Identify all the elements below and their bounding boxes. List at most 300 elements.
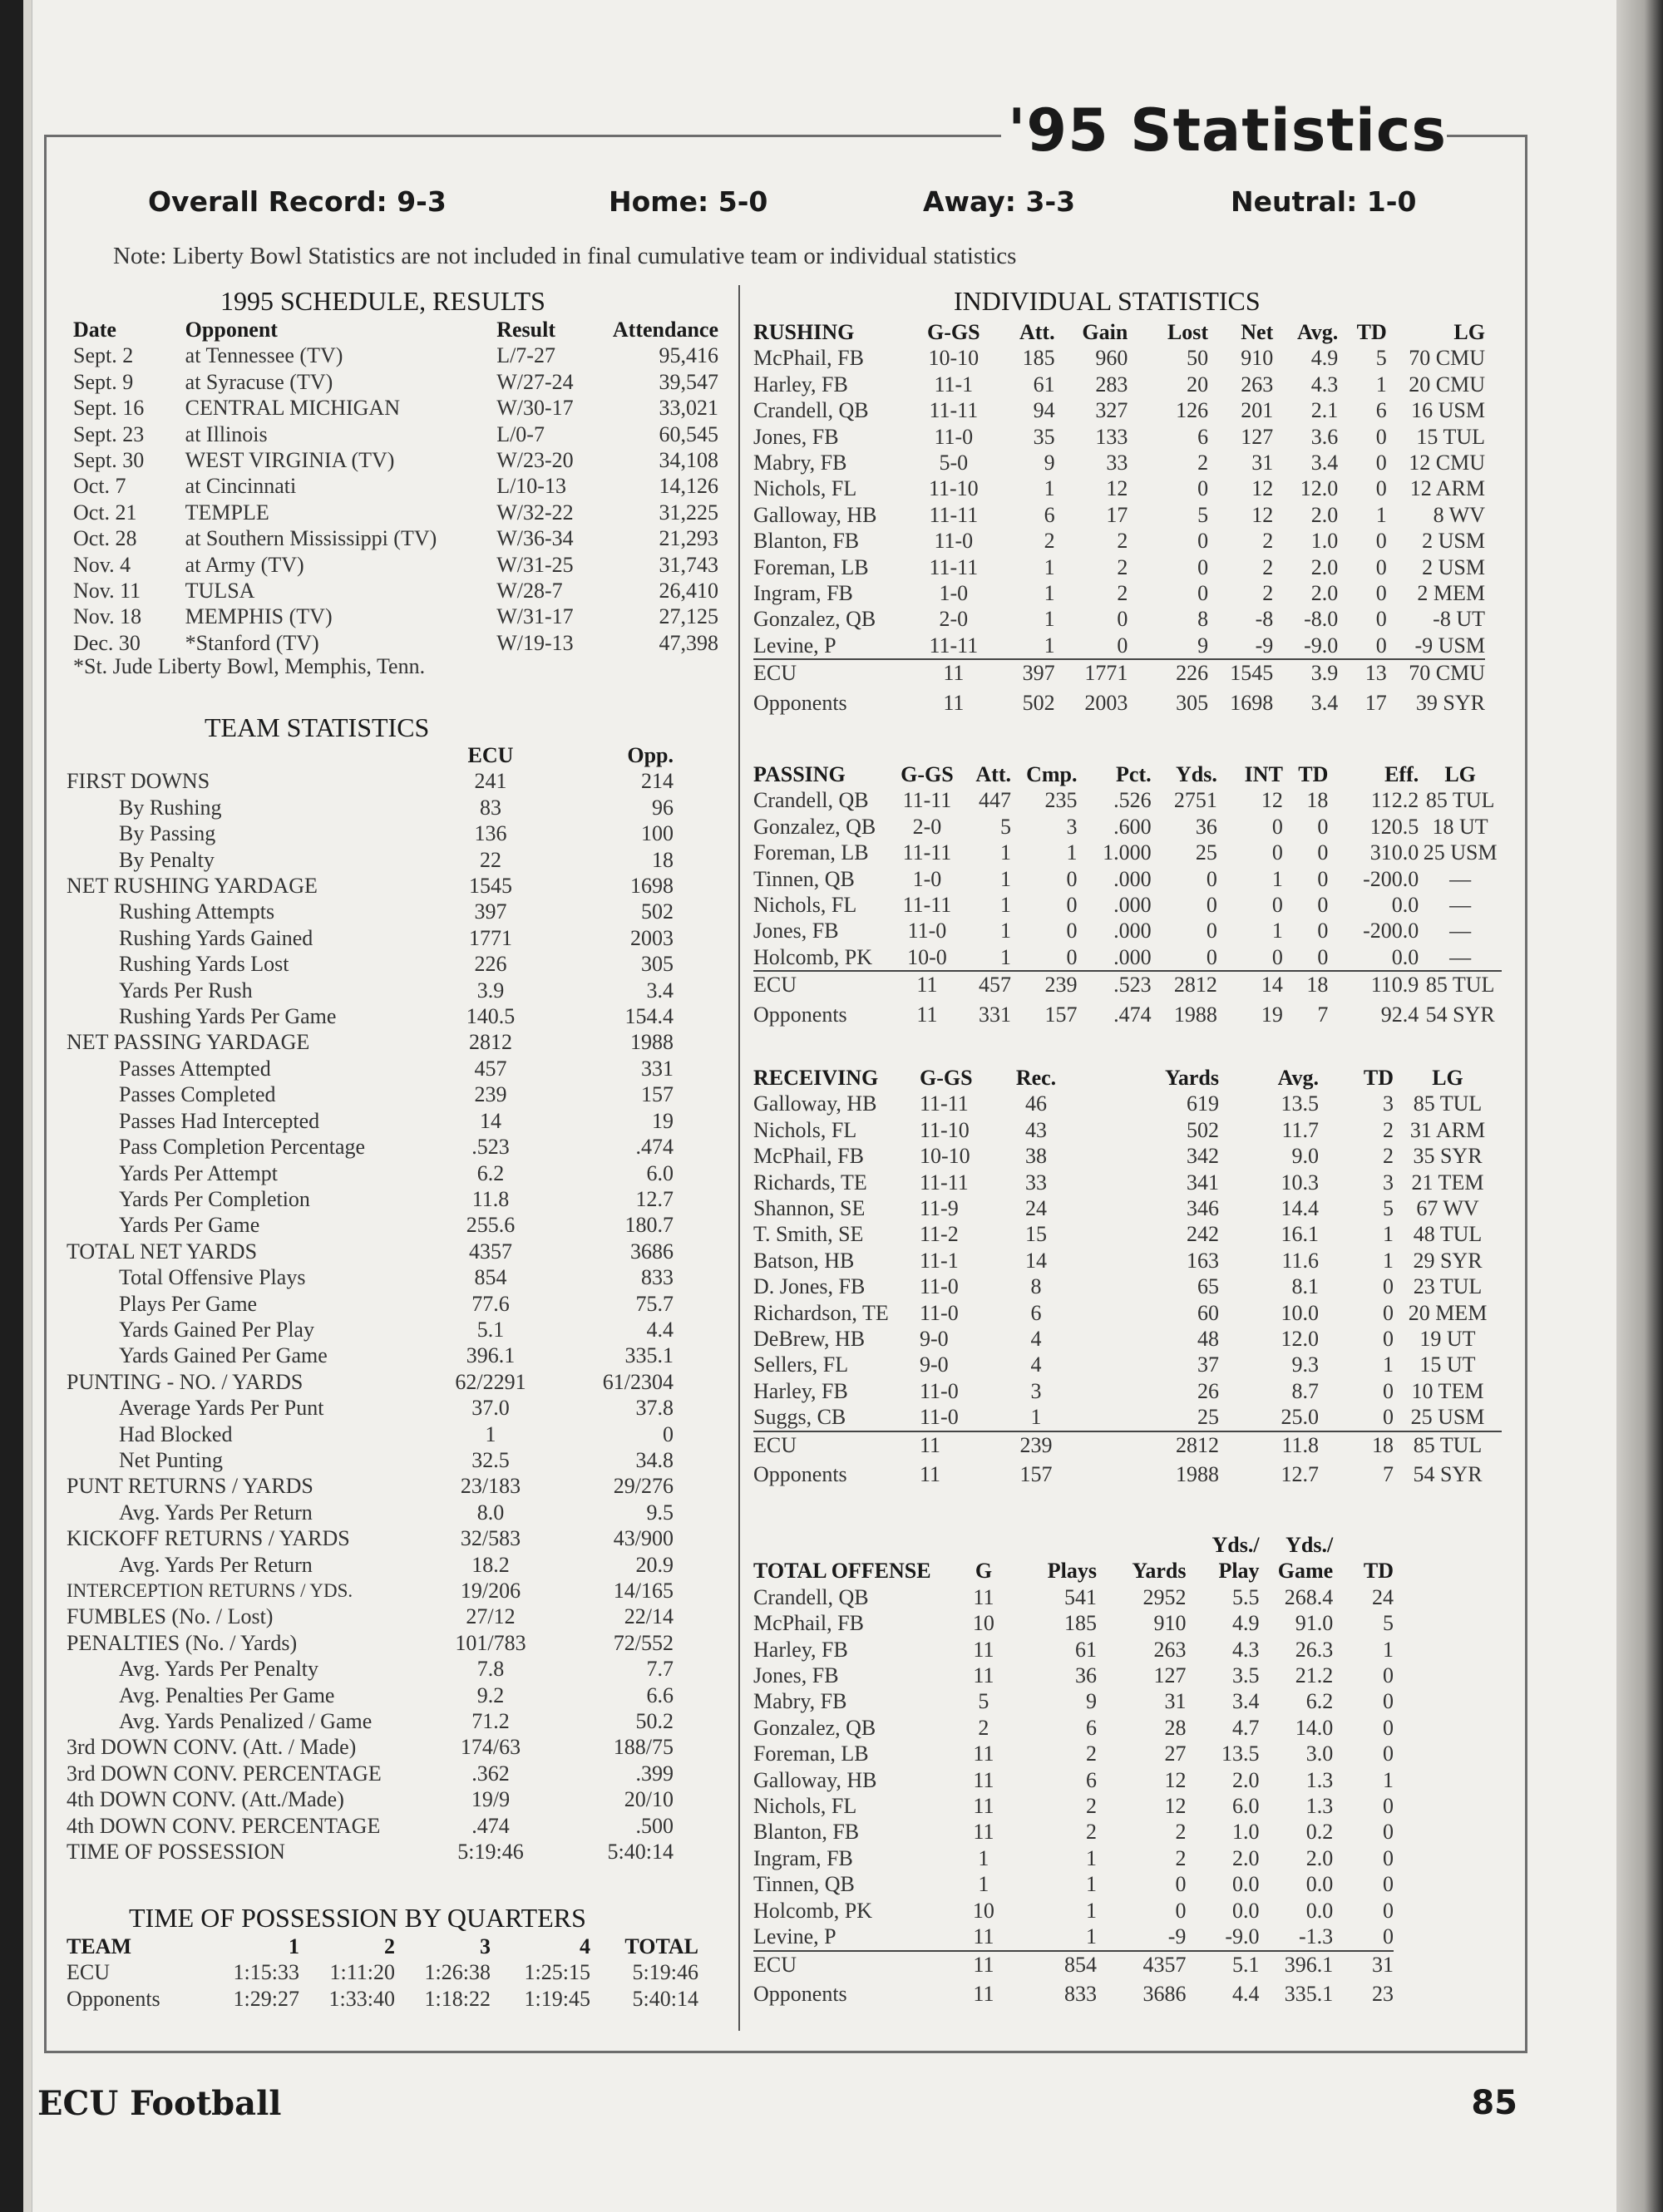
table-row <box>753 1143 1502 1169</box>
table-cell: 11-1 <box>934 372 974 397</box>
table-cell: 1:25:15 <box>524 1960 590 1985</box>
table-cell: 1 <box>999 919 1011 943</box>
stat-label: TOTAL NET YARDS <box>67 1239 258 1264</box>
page-edge <box>1616 0 1663 2212</box>
stat-label: FUMBLES (No. / Lost) <box>67 1604 274 1629</box>
table-cell: 4.9 <box>1232 1611 1260 1636</box>
table-cell: 35 SYR <box>1413 1144 1483 1169</box>
table-cell: 0 <box>1206 893 1217 918</box>
table-cell: Nov. 11 <box>73 579 141 603</box>
column-header: Game <box>1277 1559 1334 1584</box>
table-cell: 61 <box>1033 372 1055 397</box>
table-cell: 11-0 <box>907 919 947 943</box>
table-cell: 2 <box>1086 1820 1098 1845</box>
ecu-value: 22 <box>480 847 501 872</box>
stat-label: By Passing <box>119 821 216 846</box>
table-cell: 85 TUL <box>1413 1091 1483 1116</box>
table-cell: 127 <box>1241 424 1274 449</box>
table-row <box>73 525 718 551</box>
table-cell: 12 <box>1106 476 1128 501</box>
table-row <box>753 944 1502 971</box>
table-cell: 11 <box>973 1981 994 2006</box>
table-cell: 12 <box>1261 788 1283 813</box>
table-row <box>73 630 718 656</box>
opp-value: 0 <box>663 1421 674 1446</box>
table-cell: 0.2 <box>1305 1820 1334 1845</box>
table-cell: 21 TEM <box>1411 1170 1484 1195</box>
opp-value: 22/14 <box>624 1604 674 1629</box>
table-cell: 0 <box>1383 1378 1394 1403</box>
table-cell: 6 <box>1030 1300 1042 1325</box>
opp-value: 1988 <box>630 1030 674 1055</box>
table-cell: 25 <box>1197 1405 1219 1430</box>
table-cell: 20 CMU <box>1409 372 1485 397</box>
table-cell: 11-2 <box>920 1222 959 1247</box>
stat-label: Yards Gained Per Play <box>119 1317 314 1342</box>
opp-value: 72/552 <box>613 1630 674 1655</box>
table-cell: Nichols, FL <box>753 476 857 501</box>
table-cell: Opponents <box>753 1462 847 1487</box>
table-cell: 0 <box>1317 893 1329 918</box>
table-cell: *Stanford (TV) <box>185 630 319 655</box>
table-cell: 11-11 <box>929 502 979 527</box>
table-cell: W/32-22 <box>496 500 574 525</box>
table-cell: 1 <box>1044 581 1055 606</box>
table-cell: — <box>1449 893 1472 918</box>
table-cell: -200.0 <box>1363 919 1419 943</box>
table-cell: 24 <box>1372 1584 1394 1609</box>
table-row <box>67 1761 674 1786</box>
table-cell: 3 <box>1030 1378 1042 1403</box>
table-cell: 0 <box>1383 1300 1394 1325</box>
table-cell: — <box>1449 866 1472 891</box>
table-row <box>67 768 674 794</box>
table-row <box>753 1404 1502 1431</box>
table-cell: 9-0 <box>920 1352 949 1377</box>
table-cell: Nov. 18 <box>73 604 142 629</box>
total-row <box>753 1951 1394 1978</box>
table-cell: Jones, FB <box>753 424 839 449</box>
table-row <box>67 1578 674 1604</box>
table-cell: 12.7 <box>1281 1462 1319 1487</box>
table-cell: — <box>1449 919 1472 943</box>
column-header: Net <box>1241 320 1274 344</box>
table-row <box>67 1003 674 1029</box>
table-cell: Nov. 4 <box>73 552 131 577</box>
table-cell: 48 TUL <box>1413 1222 1483 1247</box>
table-cell: 910 <box>1153 1611 1187 1636</box>
table-cell: 1:18:22 <box>424 1986 491 2011</box>
opp-value: 833 <box>641 1265 674 1290</box>
table-cell: 0 <box>1383 1663 1394 1688</box>
footer-title: ECU Football <box>37 2084 282 2123</box>
table-cell: 11 <box>973 1663 994 1688</box>
ecu-value: 19/206 <box>460 1579 521 1603</box>
column-header: Yds. <box>1175 762 1217 786</box>
ecu-value: 71.2 <box>471 1709 510 1734</box>
opp-value: 180.7 <box>624 1213 674 1238</box>
table-cell: 0 <box>1317 840 1329 865</box>
table-cell: 157 <box>1019 1462 1053 1487</box>
table-cell: 31 <box>1333 1951 1394 1978</box>
ecu-value: 8.0 <box>476 1500 505 1525</box>
table-cell: 1771 <box>1055 659 1128 686</box>
table-row <box>753 787 1502 813</box>
page-title: '95 Statistics <box>948 93 1447 168</box>
table-row <box>753 1741 1394 1766</box>
column-header: TOTAL OFFENSE <box>753 1559 931 1584</box>
table-cell: 16 USM <box>1411 398 1485 423</box>
table-cell: Sept. 2 <box>73 343 134 368</box>
table-cell: 1:29:27 <box>233 1986 299 2011</box>
table-row <box>67 1239 674 1264</box>
table-header-row <box>67 1934 698 1959</box>
column-header: Opponent <box>185 318 278 342</box>
table-cell: 1.3 <box>1305 1794 1334 1819</box>
table-cell: 18 <box>1283 971 1328 998</box>
column-header: TEAM <box>67 1934 131 1958</box>
table-cell: 1 <box>978 1845 989 1870</box>
stat-label: Total Offensive Plays <box>119 1265 306 1290</box>
opp-value: .474 <box>635 1135 674 1160</box>
table-cell: 21,293 <box>659 526 718 551</box>
table-cell: 5 <box>1375 346 1387 371</box>
table-header-row <box>753 1532 1394 1558</box>
column-header: Attendance <box>612 318 718 342</box>
table-cell: 91.0 <box>1295 1611 1334 1636</box>
table-cell: 3.4 <box>1232 1689 1260 1714</box>
ecu-value: 5.1 <box>476 1317 505 1342</box>
table-cell: Harley, FB <box>753 1637 848 1662</box>
table-cell: W/36-34 <box>496 526 574 551</box>
stat-label: Passes Attempted <box>119 1056 271 1081</box>
table-cell: 0 <box>1375 607 1387 632</box>
table-cell: .474 <box>1113 1002 1152 1027</box>
ecu-value: 32/583 <box>460 1526 521 1551</box>
table-cell: WEST VIRGINIA (TV) <box>185 448 395 473</box>
home-record: Home: 5-0 <box>609 185 768 218</box>
table-cell: 11.7 <box>1281 1117 1319 1142</box>
table-cell: 12 <box>1164 1767 1187 1792</box>
table-cell: 31 <box>1164 1689 1187 1714</box>
table-cell: 0 <box>1317 866 1329 891</box>
table-cell: 239 <box>994 1431 1078 1458</box>
table-row <box>73 369 718 395</box>
table-cell: 2.0 <box>1310 581 1339 606</box>
table-row <box>67 1212 674 1238</box>
opp-value: 18 <box>652 847 674 872</box>
table-cell: 11-9 <box>920 1196 959 1221</box>
ecu-value: 6.2 <box>476 1160 505 1185</box>
table-cell: 11 <box>973 1584 994 1609</box>
table-cell: W/19-13 <box>496 630 574 655</box>
table-cell: 54 SYR <box>1425 1002 1495 1027</box>
table-row <box>73 500 718 525</box>
table-cell: 3.9 <box>1273 659 1338 686</box>
table-cell: 2 <box>1262 529 1274 554</box>
table-cell: 1 <box>1383 1248 1394 1273</box>
column-header: TD <box>1356 320 1387 344</box>
table-cell: 2.0 <box>1232 1767 1260 1792</box>
table-cell: 14 <box>1025 1248 1047 1273</box>
table-cell: 11-11 <box>929 633 979 658</box>
table-cell: 1 <box>1271 866 1283 891</box>
table-cell: 0 <box>1271 840 1283 865</box>
table-cell: 396.1 <box>1260 1951 1334 1978</box>
table-cell: Dec. 30 <box>73 630 141 655</box>
table-cell: Ingram, FB <box>753 1845 853 1870</box>
table-cell: 26.3 <box>1295 1637 1334 1662</box>
table-cell: 126 <box>1176 398 1209 423</box>
table-cell: Sept. 23 <box>73 421 145 446</box>
table-cell: 11 <box>960 1951 1008 1978</box>
table-cell: 3 <box>1383 1170 1394 1195</box>
table-row <box>67 951 674 977</box>
opp-value: 7.7 <box>646 1657 674 1682</box>
opp-value: .399 <box>635 1761 674 1786</box>
table-cell: 133 <box>1095 424 1128 449</box>
table-row <box>67 1959 698 1985</box>
table-cell: 18 UT <box>1432 814 1488 839</box>
stat-label: Avg. Yards Per Penalty <box>119 1657 319 1682</box>
table-row <box>67 1786 674 1812</box>
ecu-value: 4357 <box>469 1239 512 1264</box>
table-cell: at Army (TV) <box>185 552 304 577</box>
table-row <box>753 606 1485 632</box>
ecu-value: 14 <box>480 1108 501 1133</box>
table-cell: 6.2 <box>1305 1689 1334 1714</box>
table-row <box>67 925 674 951</box>
ecu-value: 1 <box>485 1421 496 1446</box>
table-cell: 2 USM <box>1422 554 1485 579</box>
table-cell: 4357 <box>1097 1951 1186 1978</box>
table-cell: 20 MEM <box>1408 1300 1488 1325</box>
table-cell: Oct. 7 <box>73 474 126 499</box>
table-row <box>67 795 674 820</box>
column-header: TD <box>1298 762 1329 786</box>
table-cell: -200.0 <box>1363 866 1419 891</box>
table-cell: 12 <box>1164 1794 1187 1819</box>
table-cell: 120.5 <box>1369 814 1419 839</box>
table-cell: 54 SYR <box>1413 1462 1483 1487</box>
table-row <box>67 1264 674 1290</box>
table-cell: 6 <box>1086 1715 1098 1740</box>
column-header <box>753 1532 960 1558</box>
table-cell: 335.1 <box>1284 1981 1334 2006</box>
total-row <box>753 1458 1502 1487</box>
table-cell: .000 <box>1113 866 1152 891</box>
table-cell: ECU <box>753 659 917 686</box>
table-cell: 27,125 <box>659 604 718 629</box>
opp-value: 43/900 <box>613 1526 674 1551</box>
stat-label: 4th DOWN CONV. (Att./Made) <box>67 1787 344 1812</box>
table-cell: 1.3 <box>1305 1767 1334 1792</box>
ecu-value: .523 <box>471 1135 510 1160</box>
table-row <box>753 475 1485 501</box>
opp-value: 20/10 <box>624 1787 674 1812</box>
table-cell: 1 <box>1044 554 1055 579</box>
table-cell: 283 <box>1095 372 1128 397</box>
table-cell: 31 ARM <box>1409 1117 1486 1142</box>
table-header-row <box>67 742 674 768</box>
table-cell: -9 <box>1167 1924 1187 1949</box>
table-cell: 15 UT <box>1419 1352 1476 1377</box>
table-cell: 1 <box>1383 1637 1394 1662</box>
table-cell: 25 <box>1195 840 1217 865</box>
table-cell: 39 SYR <box>1415 690 1485 715</box>
table-cell: 1 <box>999 893 1011 918</box>
table-cell: .000 <box>1113 919 1152 943</box>
table-cell: 960 <box>1095 346 1128 371</box>
table-cell: 4 <box>1030 1327 1042 1352</box>
table-cell: 14.4 <box>1281 1196 1319 1221</box>
table-cell: 1 <box>1066 840 1078 865</box>
table-row <box>67 1291 674 1317</box>
table-cell: 70 CMU <box>1387 659 1485 686</box>
table-cell: 4.3 <box>1310 372 1339 397</box>
table-header-row <box>753 1558 1394 1584</box>
table-cell: 1 <box>999 944 1011 969</box>
table-cell: 6 <box>1086 1767 1098 1792</box>
table-cell: W/27-24 <box>496 369 574 394</box>
table-cell: 11 <box>973 1767 994 1792</box>
table-cell: 2.0 <box>1305 1845 1334 1870</box>
table-cell: 1 <box>1086 1924 1098 1949</box>
column-header: Yds./ <box>1285 1533 1334 1557</box>
table-row <box>753 1326 1502 1352</box>
table-cell: 47,398 <box>659 630 718 655</box>
table-cell: 185 <box>1064 1611 1098 1636</box>
table-row <box>67 1552 674 1578</box>
table-row <box>753 397 1485 423</box>
table-cell: 1 <box>1086 1898 1098 1923</box>
table-cell: 31 <box>1251 451 1274 475</box>
total-row <box>753 971 1502 998</box>
table-cell: 25 USM <box>1410 1405 1485 1430</box>
table-row <box>67 899 674 924</box>
table-cell: 0 <box>1271 944 1283 969</box>
table-cell: 0 <box>1383 1924 1394 1949</box>
ecu-value: 136 <box>474 821 507 846</box>
table-cell: 14,126 <box>659 474 718 499</box>
table-cell: 0 <box>1383 1327 1394 1352</box>
table-row <box>67 1500 674 1525</box>
ecu-value: 9.2 <box>476 1682 505 1707</box>
table-cell: 1 <box>1044 607 1055 632</box>
table-cell: 1988 <box>1173 1002 1217 1027</box>
column-header: Att. <box>975 762 1011 786</box>
table-cell: 17 <box>1106 502 1128 527</box>
table-cell: 346 <box>1187 1196 1219 1221</box>
table-row <box>67 1186 674 1212</box>
table-cell: 112.2 <box>1370 788 1419 813</box>
table-cell: 2751 <box>1173 788 1217 813</box>
table-cell: Suggs, CB <box>753 1405 846 1430</box>
column-header: G-GS <box>920 1066 973 1090</box>
stat-label: Net Punting <box>119 1447 223 1472</box>
column-header: 2 <box>384 1934 395 1958</box>
table-cell: 1 <box>1030 1405 1042 1430</box>
table-cell: Gonzalez, QB <box>753 814 876 839</box>
team-stats-title: TEAM STATISTICS <box>205 712 430 742</box>
table-cell: 1:26:38 <box>424 1960 491 1985</box>
table-cell: 11 <box>943 690 965 715</box>
table-cell: 2812 <box>1078 1431 1219 1458</box>
table-cell: 3.4 <box>1310 451 1339 475</box>
column-header <box>960 1532 1008 1558</box>
opp-value: 37.8 <box>635 1396 674 1421</box>
table-cell: 0 <box>1317 919 1329 943</box>
table-cell: McPhail, FB <box>753 1611 864 1636</box>
table-header-row <box>753 761 1502 787</box>
stat-label: 3rd DOWN CONV. PERCENTAGE <box>67 1761 382 1786</box>
table-cell: 26 <box>1197 1378 1219 1403</box>
stat-label: Passes Completed <box>119 1082 276 1107</box>
ecu-value: 396.1 <box>466 1343 516 1368</box>
table-cell: CENTRAL MICHIGAN <box>185 396 400 421</box>
team-stats-table <box>67 742 674 1865</box>
table-row <box>753 1610 1394 1636</box>
total-offense-table <box>753 1532 1394 2007</box>
table-row <box>73 342 718 368</box>
table-cell: 11-1 <box>920 1248 959 1273</box>
table-cell: 2 <box>1175 1820 1187 1845</box>
table-cell: .000 <box>1113 944 1152 969</box>
column-header: Cmp. <box>1026 762 1078 786</box>
column-header: Plays <box>1047 1559 1098 1584</box>
table-row <box>753 345 1485 371</box>
table-cell: 11 <box>920 1462 941 1487</box>
table-cell: 0 <box>1206 944 1217 969</box>
table-cell: 9.3 <box>1291 1352 1319 1377</box>
table-cell: 11-10 <box>920 1117 970 1142</box>
table-cell: 5-0 <box>939 451 969 475</box>
table-cell: .000 <box>1113 893 1152 918</box>
stat-label: Rushing Yards Per Game <box>119 1004 337 1029</box>
table-cell: 263 <box>1153 1637 1187 1662</box>
table-cell: -1.3 <box>1299 1924 1334 1949</box>
table-cell: 8.7 <box>1291 1378 1319 1403</box>
table-row <box>753 1715 1394 1741</box>
table-row <box>753 840 1502 865</box>
table-cell: 15 TUL <box>1416 424 1485 449</box>
table-cell: 833 <box>1064 1981 1098 2006</box>
table-cell: 239 <box>1011 971 1077 998</box>
opp-value: 19 <box>652 1108 674 1133</box>
column-header: Result <box>496 318 555 342</box>
ecu-value: 241 <box>474 769 507 794</box>
opp-value: 50.2 <box>635 1709 674 1734</box>
table-cell: 3 <box>1066 814 1078 839</box>
table-cell: Galloway, HB <box>753 1767 877 1792</box>
table-cell: Shannon, SE <box>753 1196 866 1221</box>
table-cell: 12.0 <box>1281 1327 1319 1352</box>
table-row <box>67 1421 674 1447</box>
ecu-value: 457 <box>474 1056 507 1081</box>
table-cell: 0 <box>1066 866 1078 891</box>
table-cell: 60,545 <box>659 421 718 446</box>
table-cell: 0.0 <box>1232 1872 1260 1897</box>
table-cell: 1 <box>1383 1767 1394 1792</box>
opp-value: 214 <box>641 769 674 794</box>
table-cell: 11-0 <box>920 1274 959 1299</box>
receiving-table <box>753 1065 1502 1488</box>
table-cell: 8 <box>1197 607 1209 632</box>
ecu-value: 19/9 <box>471 1787 511 1812</box>
column-header: Eff. <box>1384 762 1419 786</box>
table-cell: 1:11:20 <box>329 1960 395 1985</box>
stat-label: By Penalty <box>119 847 215 872</box>
